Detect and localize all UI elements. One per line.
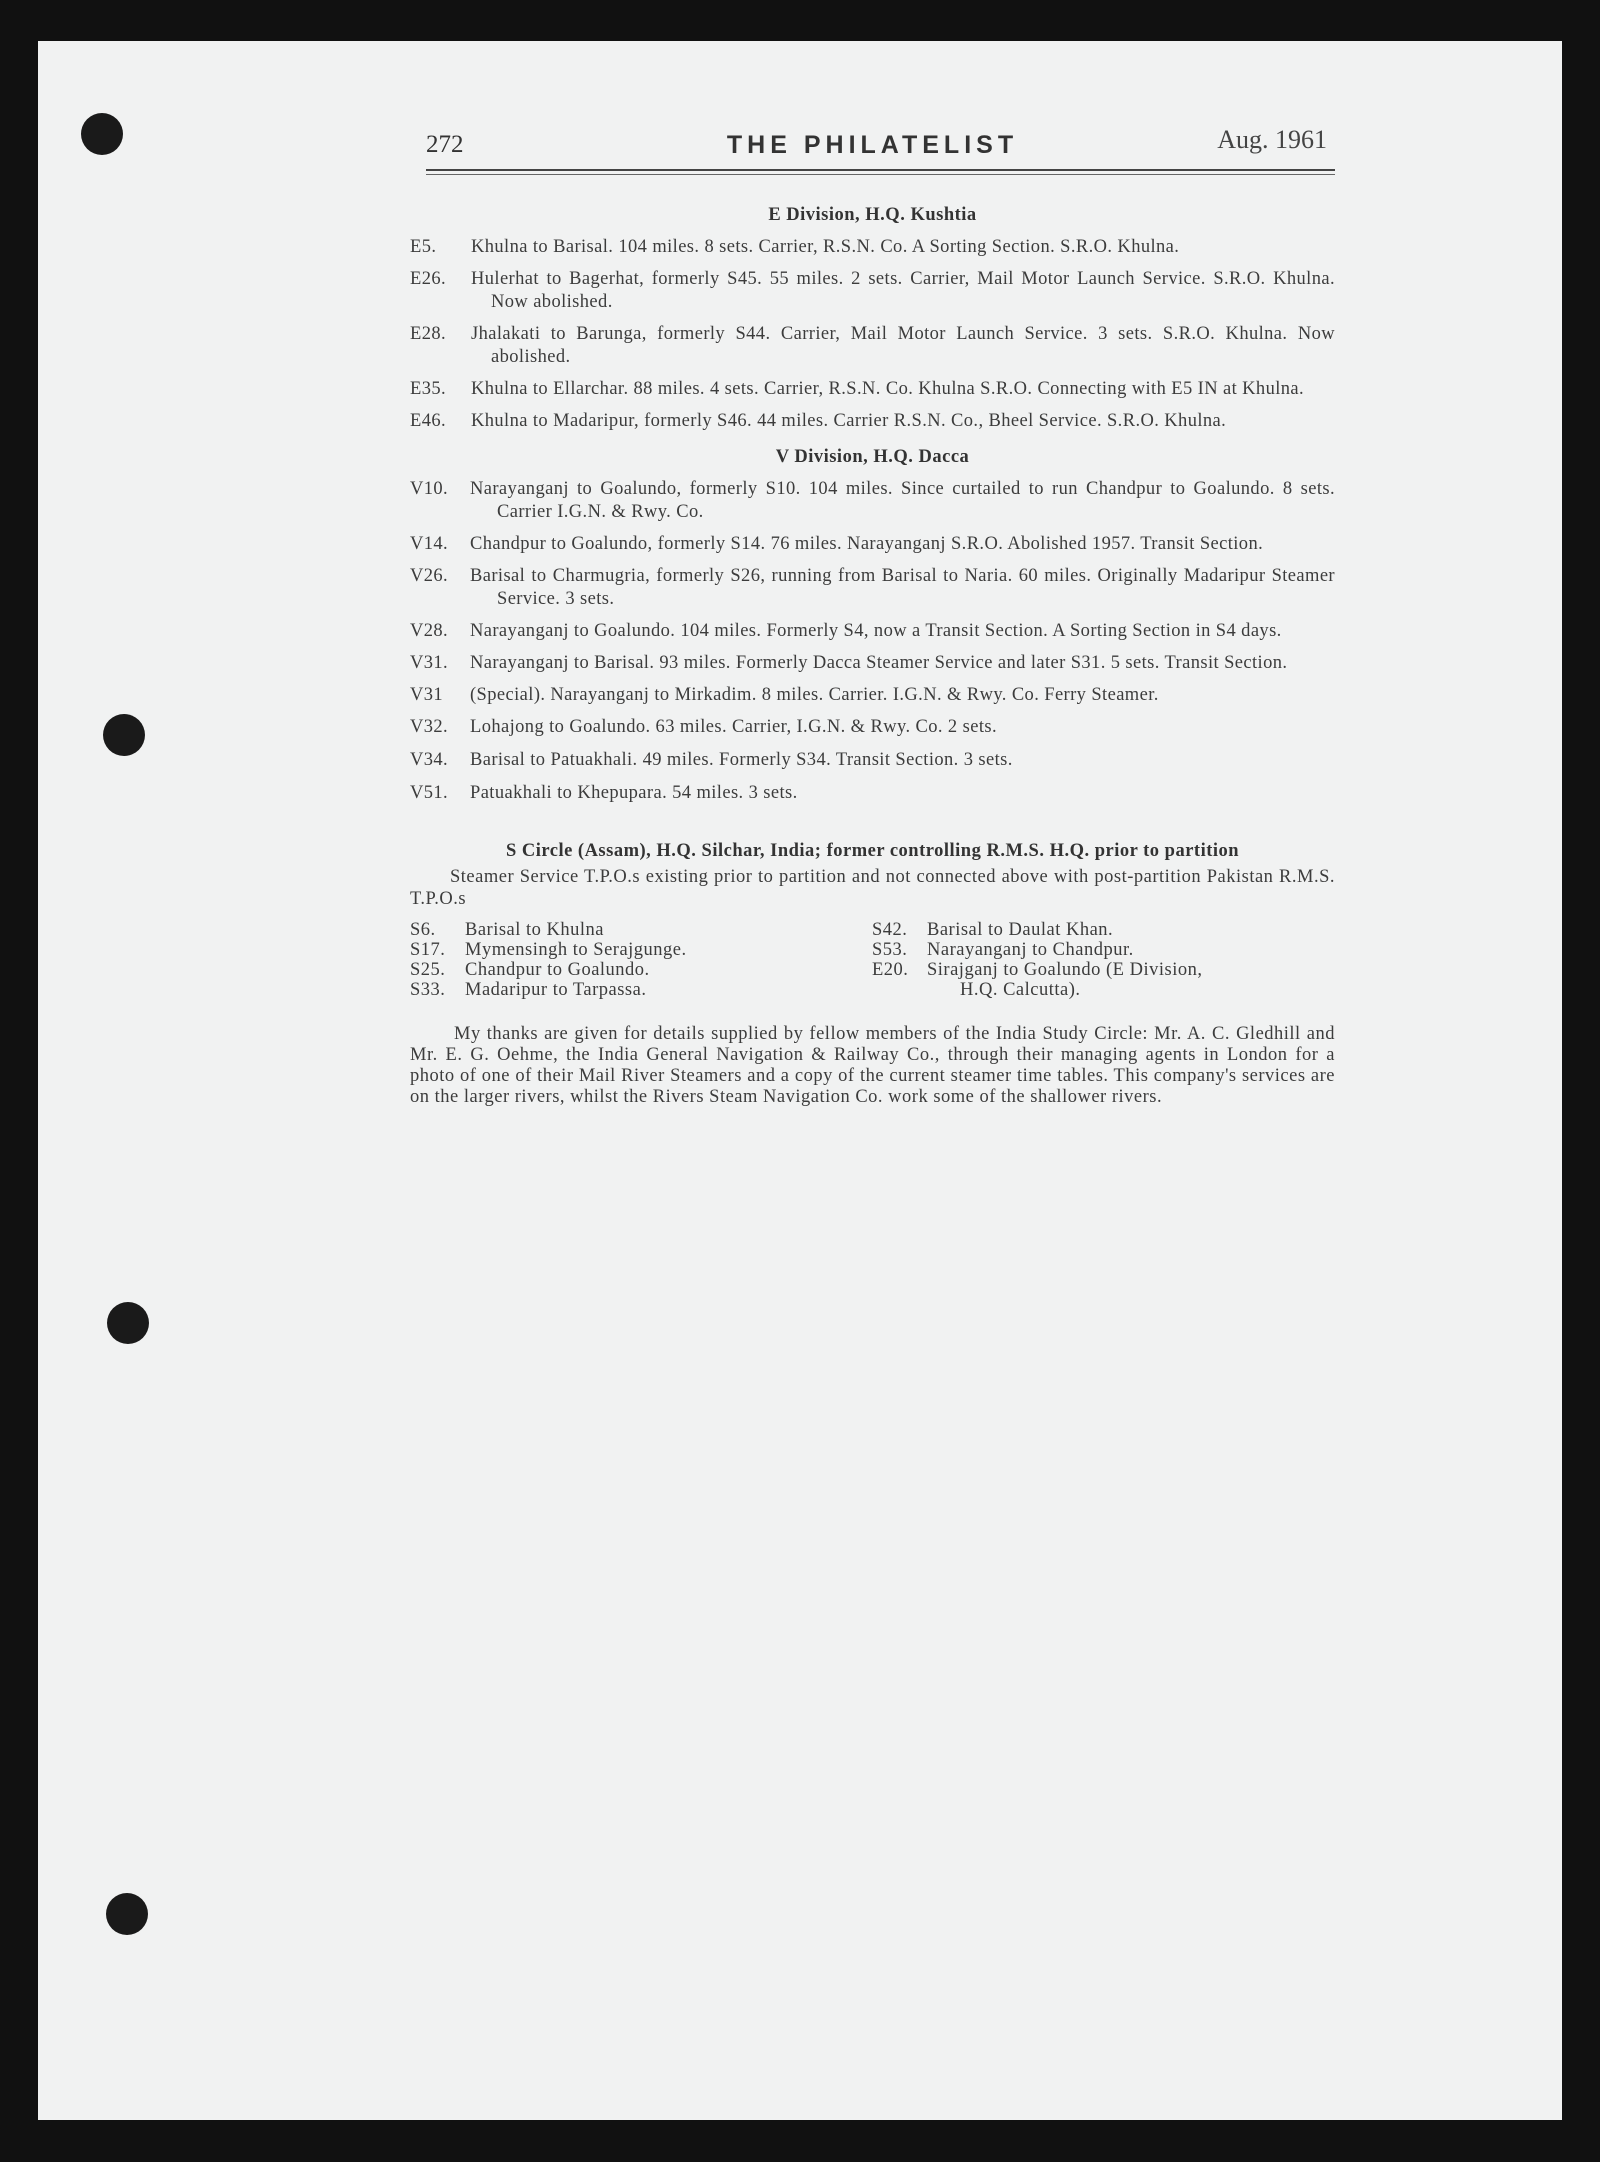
entry-text: Khulna to Madaripur, formerly S46. 44 miles. Carrier R.S.N. Co., Bheel Service. S.R.O. Khulna. (471, 411, 1227, 431)
punch-hole (107, 1302, 149, 1344)
list-item (410, 378, 1335, 401)
entry-text: (Special). Narayanganj to Mirkadim. 8 miles. Carrier. I.G.N. & Rwy. Co. Ferry Steamer. (470, 685, 1159, 705)
entry-text: Mymensingh to Serajgunge. (465, 940, 687, 960)
entry-code: E28. (410, 324, 447, 344)
list-item (410, 323, 1335, 369)
v-division-list (410, 478, 1335, 805)
right-column (872, 920, 1334, 1000)
entry-text: Narayanganj to Goalundo. 104 miles. Formerly S4, now a Transit Section. A Sorting Section in S4 days. (470, 621, 1282, 641)
list-item (872, 960, 1334, 980)
punch-hole (103, 714, 145, 756)
list-item (410, 620, 1335, 643)
list-item (410, 980, 872, 1000)
page-header (410, 125, 1335, 165)
left-column (410, 920, 872, 1000)
entry-code: V28. (410, 621, 449, 641)
entry-code: V34. (410, 750, 449, 770)
list-item (410, 410, 1335, 433)
entry-text: Chandpur to Goalundo. (465, 960, 650, 980)
entry-text: Jhalakati to Barunga, formerly S44. Carrier, Mail Motor Launch Service. 3 sets. S.R.O. Khulna. Now abolished. (471, 324, 1335, 367)
list-item (410, 478, 1335, 524)
list-item (410, 236, 1335, 259)
entry-code: E5. (410, 237, 437, 257)
entry-text: Barisal to Patuakhali. 49 miles. Formerly S34. Transit Section. 3 sets. (470, 750, 1013, 770)
entry-text: Lohajong to Goalundo. 63 miles. Carrier, I.G.N. & Rwy. Co. 2 sets. (470, 717, 997, 737)
entry-code: V31. (410, 653, 449, 673)
header-rule-thin (426, 174, 1335, 175)
header-rule (426, 169, 1335, 171)
entry-code: V26. (410, 566, 449, 586)
entry-code: S6. (410, 920, 436, 940)
entry-text: Barisal to Daulat Khan. (927, 920, 1114, 940)
entry-text: Chandpur to Goalundo, formerly S14. 76 miles. Narayanganj S.R.O. Abolished 1957. Transit Section. (470, 534, 1264, 554)
entry-code: S17. (410, 940, 446, 960)
entry-text: Madaripur to Tarpassa. (465, 980, 647, 1000)
entry-code: V14. (410, 534, 449, 554)
entry-text: Barisal to Charmugria, formerly S26, running from Barisal to Naria. 60 miles. Originally Madaripur Steamer Service. 3 sets. (470, 566, 1335, 609)
list-item (872, 920, 1334, 940)
entry-code: S25. (410, 960, 446, 980)
s-circle-intro: Steamer Service T.P.O.s existing prior to partition and not connected above with post-partition Pakistan R.M.S. T.P.O.s (410, 867, 1335, 909)
section-heading-v-division: V Division, H.Q. Dacca (775, 447, 970, 467)
entry-text: Barisal to Khulna (465, 920, 605, 940)
list-item (410, 960, 872, 980)
entry-text: Hulerhat to Bagerhat, formerly S45. 55 miles. 2 sets. Carrier, Mail Motor Launch Service. S.R.O. Khulna. Now abolished. (471, 269, 1335, 312)
entry-code: E20. (872, 960, 909, 980)
entry-code: E35. (410, 379, 447, 399)
entry-text: Narayanganj to Barisal. 93 miles. Formerly Dacca Steamer Service and later S31. 5 sets. Transit Section. (470, 653, 1288, 673)
page-number: 272 (426, 131, 464, 158)
punch-hole (81, 113, 123, 155)
entry-code: S33. (410, 980, 446, 1000)
entry-text: Sirajganj to Goalundo (E Division, (927, 960, 1203, 980)
entry-code: E46. (410, 411, 447, 431)
list-item (410, 565, 1335, 611)
entry-text: Khulna to Barisal. 104 miles. 8 sets. Carrier, R.S.N. Co. A Sorting Section. S.R.O. Khulna. (471, 237, 1180, 257)
list-item (410, 716, 1335, 739)
entry-code: E26. (410, 269, 447, 289)
list-item (410, 782, 1335, 805)
list-item (410, 533, 1335, 556)
journal-title: THE PHILATELIST (726, 131, 1019, 159)
section-heading-e-division: E Division, H.Q. Kushtia (768, 205, 977, 225)
entry-text: Khulna to Ellarchar. 88 miles. 4 sets. Carrier, R.S.N. Co. Khulna S.R.O. Connecting with E5 IN at Khulna. (471, 379, 1305, 399)
s-circle-list (410, 920, 1335, 1000)
punch-hole (106, 1893, 148, 1935)
list-item (410, 652, 1335, 675)
list-item (410, 749, 1335, 772)
list-item (410, 684, 1335, 707)
list-item (410, 920, 872, 940)
entry-code: S42. (872, 920, 908, 940)
entry-continuation: H.Q. Calcutta). (960, 980, 1081, 1000)
entry-code: V51. (410, 783, 449, 803)
section-heading-s-circle: S Circle (Assam), H.Q. Silchar, India; former controlling R.M.S. H.Q. prior to partition (505, 841, 1240, 861)
issue-date: Aug. 1961 (1217, 125, 1327, 154)
entry-code: V10. (410, 479, 449, 499)
acknowledgement-paragraph: My thanks are given for details supplied by fellow members of the India Study Circle: Mr. A. C. Gledhill and Mr. E. G. Oehme, the India General Navigation & Railway Co., through their managing agents in London for a photo of one of their Mail River Steamers and a copy of the current steamer time tables. This company's services are on the larger rivers, whilst the Rivers Steam Navigation Co. work some of the shallower rivers. (410, 1024, 1335, 1107)
list-item (410, 268, 1335, 314)
page-content (410, 125, 1335, 1108)
list-item (872, 940, 1334, 960)
entry-text: Narayanganj to Goalundo, formerly S10. 104 miles. Since curtailed to run Chandpur to Goalundo. 8 sets. Carrier I.G.N. & Rwy. Co. (470, 479, 1335, 522)
entry-code: V31 (410, 685, 444, 705)
entry-code: V32. (410, 717, 449, 737)
entry-text: Narayanganj to Chandpur. (927, 940, 1134, 960)
e-division-list (410, 236, 1335, 433)
entry-text: Patuakhali to Khepupara. 54 miles. 3 sets. (470, 783, 798, 803)
entry-code: S53. (872, 940, 908, 960)
list-item (410, 940, 872, 960)
